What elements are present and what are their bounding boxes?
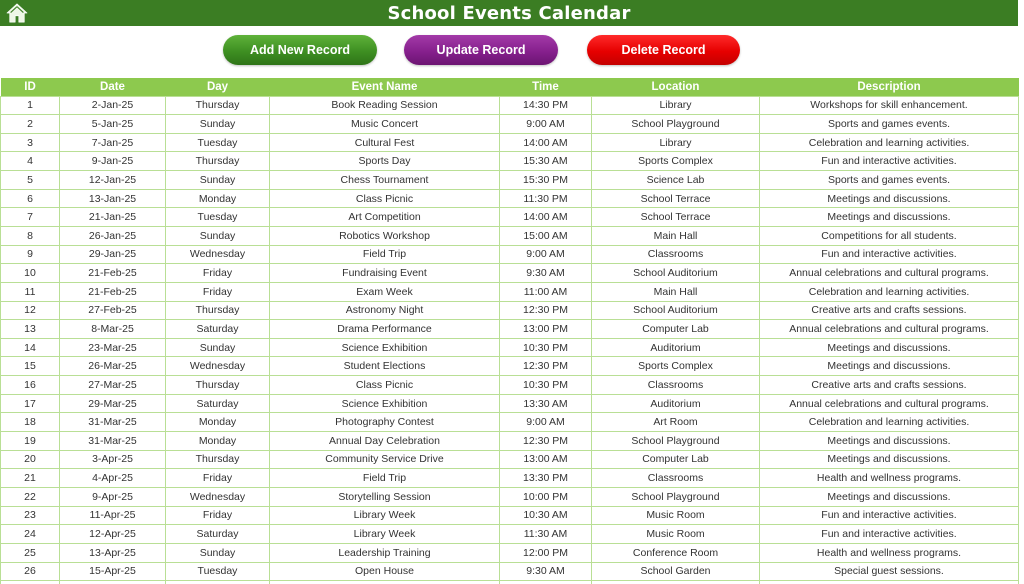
table-row[interactable] [1,376,1019,395]
cell-location[interactable]: Conference Room [592,543,760,562]
cell-description[interactable]: Meetings and discussions. [760,432,1019,451]
cell-day[interactable]: Saturday [166,394,270,413]
cell-date[interactable]: 26-Jan-25 [60,226,166,245]
cell-id[interactable]: 4 [1,152,60,171]
cell-location[interactable]: Sports Complex [592,357,760,376]
cell-date[interactable]: 8-Mar-25 [60,320,166,339]
cell-event-name[interactable]: Student Elections [270,357,500,376]
cell-event-name[interactable]: Robotics Workshop [270,226,500,245]
cell-time[interactable]: 9:00 AM [500,413,592,432]
cell-time[interactable]: 9:00 AM [500,115,592,134]
cell-description[interactable]: Sports and games events. [760,171,1019,190]
cell-location[interactable]: Auditorium [592,394,760,413]
cell-location[interactable]: Main Hall [592,226,760,245]
cell-time[interactable]: 12:00 PM [500,543,592,562]
cell-description[interactable]: Meetings and discussions. [760,357,1019,376]
cell-location[interactable]: School Auditorium [592,264,760,283]
cell-time[interactable]: 11:30 PM [500,189,592,208]
cell-day[interactable]: Wednesday [166,245,270,264]
cell-empty[interactable] [1,581,60,584]
table-row-empty[interactable] [1,581,1019,584]
cell-event-name[interactable]: Field Trip [270,245,500,264]
table-row[interactable] [1,432,1019,451]
cell-time[interactable]: 13:30 PM [500,469,592,488]
cell-empty[interactable] [760,581,1019,584]
cell-date[interactable]: 11-Apr-25 [60,506,166,525]
cell-event-name[interactable]: Library Week [270,506,500,525]
cell-id[interactable]: 9 [1,245,60,264]
cell-description[interactable]: Annual celebrations and cultural programs. [760,320,1019,339]
cell-event-name[interactable]: Art Competition [270,208,500,227]
cell-location[interactable]: Classrooms [592,245,760,264]
table-row[interactable] [1,264,1019,283]
cell-time[interactable]: 9:30 AM [500,264,592,283]
cell-day[interactable]: Saturday [166,320,270,339]
cell-day[interactable]: Thursday [166,152,270,171]
cell-date[interactable]: 26-Mar-25 [60,357,166,376]
title-bar [0,0,1018,26]
table-row[interactable] [1,133,1019,152]
cell-location[interactable]: Sports Complex [592,152,760,171]
cell-id[interactable]: 13 [1,320,60,339]
cell-description[interactable]: Health and wellness programs. [760,543,1019,562]
cell-description[interactable]: Meetings and discussions. [760,450,1019,469]
cell-event-name[interactable]: Class Picnic [270,189,500,208]
cell-location[interactable]: School Auditorium [592,301,760,320]
table-row[interactable] [1,96,1019,115]
cell-id[interactable]: 25 [1,543,60,562]
cell-event-name[interactable]: Leadership Training [270,543,500,562]
cell-date[interactable]: 21-Feb-25 [60,282,166,301]
cell-id[interactable]: 8 [1,226,60,245]
cell-day[interactable]: Thursday [166,450,270,469]
cell-empty[interactable] [166,581,270,584]
cell-day[interactable]: Sunday [166,338,270,357]
cell-date[interactable]: 23-Mar-25 [60,338,166,357]
cell-day[interactable]: Sunday [166,115,270,134]
cell-day[interactable]: Saturday [166,525,270,544]
cell-time[interactable]: 13:00 AM [500,450,592,469]
cell-description[interactable]: Celebration and learning activities. [760,133,1019,152]
table-row[interactable] [1,506,1019,525]
cell-location[interactable]: Classrooms [592,469,760,488]
table-row[interactable] [1,115,1019,134]
cell-description[interactable]: Special guest sessions. [760,562,1019,581]
cell-location[interactable]: School Terrace [592,189,760,208]
cell-time[interactable]: 10:00 PM [500,487,592,506]
cell-id[interactable]: 1 [1,96,60,115]
table-row[interactable] [1,525,1019,544]
cell-description[interactable]: Annual celebrations and cultural programs. [760,394,1019,413]
cell-location[interactable]: School Garden [592,562,760,581]
cell-description[interactable]: Health and wellness programs. [760,469,1019,488]
cell-day[interactable]: Monday [166,432,270,451]
cell-time[interactable]: 14:00 AM [500,208,592,227]
cell-id[interactable]: 24 [1,525,60,544]
column-header-date[interactable]: Date [60,78,166,96]
cell-location[interactable]: Art Room [592,413,760,432]
cell-date[interactable]: 9-Apr-25 [60,487,166,506]
cell-time[interactable]: 12:30 PM [500,301,592,320]
cell-id[interactable]: 7 [1,208,60,227]
cell-day[interactable]: Tuesday [166,562,270,581]
cell-description[interactable]: Creative arts and crafts sessions. [760,301,1019,320]
cell-empty[interactable] [500,581,592,584]
cell-date[interactable]: 31-Mar-25 [60,432,166,451]
cell-date[interactable]: 21-Jan-25 [60,208,166,227]
page-title: School Events Calendar [387,2,631,24]
column-header-description[interactable]: Description [760,78,1019,96]
cell-description[interactable]: Creative arts and crafts sessions. [760,376,1019,395]
cell-location[interactable]: Computer Lab [592,320,760,339]
cell-time[interactable]: 10:30 PM [500,376,592,395]
cell-description[interactable]: Competitions for all students. [760,226,1019,245]
column-header-time[interactable]: Time [500,78,592,96]
cell-day[interactable]: Friday [166,506,270,525]
cell-location[interactable]: School Terrace [592,208,760,227]
cell-event-name[interactable]: Storytelling Session [270,487,500,506]
cell-description[interactable]: Meetings and discussions. [760,487,1019,506]
cell-date[interactable]: 2-Jan-25 [60,96,166,115]
cell-event-name[interactable]: Field Trip [270,469,500,488]
cell-id[interactable]: 19 [1,432,60,451]
cell-id[interactable]: 15 [1,357,60,376]
cell-day[interactable]: Friday [166,469,270,488]
cell-day[interactable]: Wednesday [166,487,270,506]
cell-time[interactable]: 9:00 AM [500,245,592,264]
cell-time[interactable]: 13:00 PM [500,320,592,339]
cell-date[interactable]: 21-Feb-25 [60,264,166,283]
cell-id[interactable]: 5 [1,171,60,190]
table-row[interactable] [1,152,1019,171]
cell-description[interactable]: Workshops for skill enhancement. [760,96,1019,115]
cell-id[interactable]: 26 [1,562,60,581]
cell-time[interactable]: 10:30 AM [500,506,592,525]
cell-event-name[interactable]: Class Picnic [270,376,500,395]
cell-id[interactable]: 2 [1,115,60,134]
cell-date[interactable]: 31-Mar-25 [60,413,166,432]
column-header-day[interactable]: Day [166,78,270,96]
cell-id[interactable]: 17 [1,394,60,413]
table-row[interactable] [1,357,1019,376]
cell-day[interactable]: Tuesday [166,133,270,152]
add-new-record-button[interactable]: Add New Record [223,35,377,65]
cell-id[interactable]: 21 [1,469,60,488]
cell-time[interactable]: 15:30 AM [500,152,592,171]
column-header-location[interactable]: Location [592,78,760,96]
cell-time[interactable]: 14:30 PM [500,96,592,115]
cell-id[interactable]: 22 [1,487,60,506]
table-row[interactable] [1,320,1019,339]
cell-id[interactable]: 10 [1,264,60,283]
cell-description[interactable]: Meetings and discussions. [760,189,1019,208]
cell-date[interactable]: 4-Apr-25 [60,469,166,488]
cell-location[interactable]: School Playground [592,115,760,134]
cell-id[interactable]: 16 [1,376,60,395]
update-record-button[interactable]: Update Record [404,35,558,65]
cell-description[interactable]: Annual celebrations and cultural programs. [760,264,1019,283]
column-header-event-name[interactable]: Event Name [270,78,500,96]
table-row[interactable] [1,469,1019,488]
cell-location[interactable]: Library [592,133,760,152]
cell-description[interactable]: Celebration and learning activities. [760,282,1019,301]
table-row[interactable] [1,394,1019,413]
cell-event-name[interactable]: Book Reading Session [270,96,500,115]
cell-empty[interactable] [592,581,760,584]
cell-day[interactable]: Friday [166,264,270,283]
cell-date[interactable]: 9-Jan-25 [60,152,166,171]
cell-day[interactable]: Thursday [166,376,270,395]
cell-day[interactable]: Tuesday [166,208,270,227]
cell-description[interactable]: Fun and interactive activities. [760,245,1019,264]
cell-day[interactable]: Friday [166,282,270,301]
cell-location[interactable]: Classrooms [592,376,760,395]
cell-time[interactable]: 15:00 AM [500,226,592,245]
cell-day[interactable]: Thursday [166,301,270,320]
delete-record-button[interactable]: Delete Record [587,35,740,65]
table-row[interactable] [1,487,1019,506]
cell-id[interactable]: 14 [1,338,60,357]
cell-description[interactable]: Meetings and discussions. [760,208,1019,227]
cell-event-name[interactable]: Exam Week [270,282,500,301]
cell-day[interactable]: Sunday [166,171,270,190]
cell-time[interactable]: 14:00 AM [500,133,592,152]
cell-event-name[interactable]: Annual Day Celebration [270,432,500,451]
cell-date[interactable]: 27-Mar-25 [60,376,166,395]
table-row[interactable] [1,413,1019,432]
cell-event-name[interactable]: Chess Tournament [270,171,500,190]
table-row[interactable] [1,282,1019,301]
cell-day[interactable]: Monday [166,413,270,432]
table-row[interactable] [1,189,1019,208]
cell-location[interactable]: Library [592,96,760,115]
cell-location[interactable]: Main Hall [592,282,760,301]
cell-event-name[interactable]: Photography Contest [270,413,500,432]
table-row[interactable] [1,245,1019,264]
cell-location[interactable]: Auditorium [592,338,760,357]
cell-event-name[interactable]: Drama Performance [270,320,500,339]
cell-id[interactable]: 3 [1,133,60,152]
cell-time[interactable]: 13:30 AM [500,394,592,413]
table-row[interactable] [1,562,1019,581]
cell-date[interactable]: 12-Jan-25 [60,171,166,190]
cell-date[interactable]: 15-Apr-25 [60,562,166,581]
cell-event-name[interactable]: Fundraising Event [270,264,500,283]
cell-event-name[interactable]: Community Service Drive [270,450,500,469]
cell-location[interactable]: Science Lab [592,171,760,190]
cell-time[interactable]: 11:00 AM [500,282,592,301]
cell-event-name[interactable]: Science Exhibition [270,338,500,357]
cell-event-name[interactable]: Astronomy Night [270,301,500,320]
cell-date[interactable]: 27-Feb-25 [60,301,166,320]
cell-date[interactable]: 13-Apr-25 [60,543,166,562]
cell-event-name[interactable]: Sports Day [270,152,500,171]
cell-event-name[interactable]: Music Concert [270,115,500,134]
cell-description[interactable]: Fun and interactive activities. [760,152,1019,171]
table-row[interactable] [1,338,1019,357]
cell-date[interactable]: 12-Apr-25 [60,525,166,544]
cell-time[interactable]: 12:30 PM [500,357,592,376]
cell-time[interactable]: 15:30 PM [500,171,592,190]
cell-id[interactable]: 18 [1,413,60,432]
cell-date[interactable]: 5-Jan-25 [60,115,166,134]
cell-date[interactable]: 29-Jan-25 [60,245,166,264]
table-row[interactable] [1,301,1019,320]
cell-description[interactable]: Meetings and discussions. [760,338,1019,357]
table-header-row [1,78,1019,96]
home-icon[interactable] [6,3,28,23]
cell-day[interactable]: Sunday [166,226,270,245]
cell-id[interactable]: 11 [1,282,60,301]
events-table [0,78,1019,584]
cell-event-name[interactable]: Science Exhibition [270,394,500,413]
cell-event-name[interactable]: Cultural Fest [270,133,500,152]
cell-empty[interactable] [60,581,166,584]
cell-date[interactable]: 3-Apr-25 [60,450,166,469]
table-row[interactable] [1,543,1019,562]
cell-day[interactable]: Wednesday [166,357,270,376]
cell-description[interactable]: Fun and interactive activities. [760,506,1019,525]
cell-location[interactable]: Computer Lab [592,450,760,469]
cell-location[interactable]: Music Room [592,525,760,544]
cell-time[interactable]: 12:30 PM [500,432,592,451]
cell-event-name[interactable]: Library Week [270,525,500,544]
cell-day[interactable]: Thursday [166,96,270,115]
table-row[interactable] [1,226,1019,245]
cell-day[interactable]: Sunday [166,543,270,562]
table-row[interactable] [1,171,1019,190]
table-row[interactable] [1,450,1019,469]
cell-description[interactable]: Sports and games events. [760,115,1019,134]
column-header-id[interactable]: ID [1,78,60,96]
cell-time[interactable]: 10:30 PM [500,338,592,357]
cell-event-name[interactable]: Open House [270,562,500,581]
cell-time[interactable]: 11:30 AM [500,525,592,544]
cell-day[interactable]: Monday [166,189,270,208]
cell-empty[interactable] [270,581,500,584]
cell-date[interactable]: 13-Jan-25 [60,189,166,208]
cell-id[interactable]: 23 [1,506,60,525]
cell-description[interactable]: Fun and interactive activities. [760,525,1019,544]
cell-description[interactable]: Celebration and learning activities. [760,413,1019,432]
cell-location[interactable]: School Playground [592,432,760,451]
cell-date[interactable]: 29-Mar-25 [60,394,166,413]
cell-id[interactable]: 6 [1,189,60,208]
cell-date[interactable]: 7-Jan-25 [60,133,166,152]
table-row[interactable] [1,208,1019,227]
cell-time[interactable]: 9:30 AM [500,562,592,581]
cell-location[interactable]: School Playground [592,487,760,506]
cell-id[interactable]: 12 [1,301,60,320]
cell-location[interactable]: Music Room [592,506,760,525]
cell-id[interactable]: 20 [1,450,60,469]
